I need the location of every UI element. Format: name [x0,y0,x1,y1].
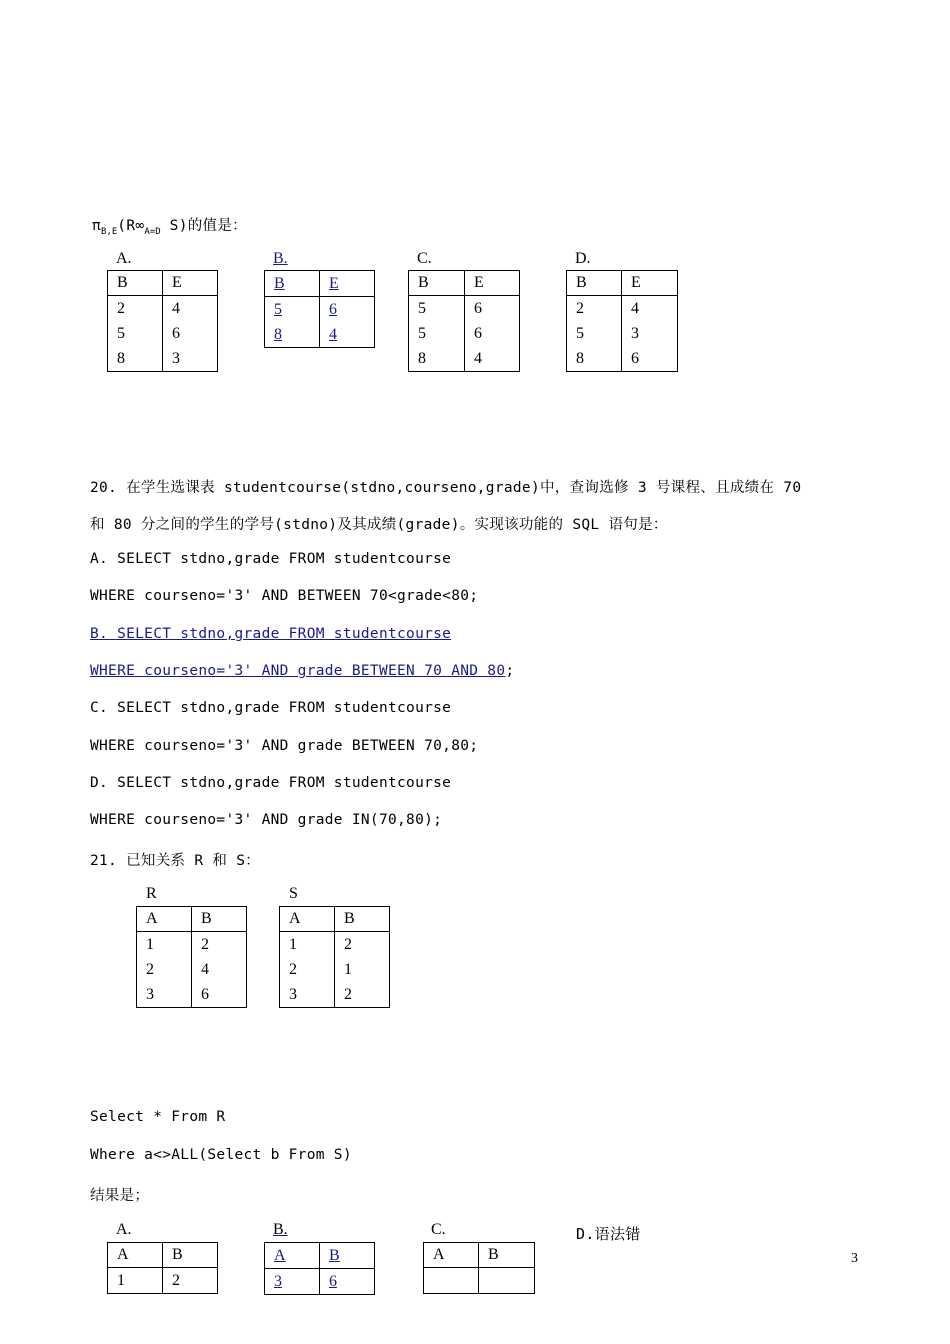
q21-answer-b-label [273,1221,288,1239]
q19-option-b-table [264,270,375,348]
cell: 2 [289,961,297,978]
col-header: A [137,907,192,932]
q21-answer-c-label: C. [431,1221,446,1238]
q19-expression [92,214,247,237]
q21-sql-line-2: Where a<>ALL(Select b From S) [90,1147,352,1163]
col-header: B [335,907,390,932]
cell: 3 [146,986,154,1003]
q19-expr-end: S)的值是： [160,218,247,234]
cell [163,1268,218,1294]
cell: 6 [172,325,180,342]
q20-option-b-line-2 [90,663,514,679]
q19-option-a-label: A. [116,250,132,267]
q20-line-2: 和 80 分之间的学生的学号(stdno)及其成绩(grade)。实现该功能的 SQL 语句是： [90,517,668,533]
col-values [465,296,520,372]
q19-option-d-label: D. [575,250,591,267]
cell: 6 [329,1273,337,1290]
col-values [108,296,163,372]
col-header: B [163,1243,218,1268]
cell [265,1269,320,1295]
cell: A [274,1247,286,1264]
col-header: E [465,271,520,296]
col-values [567,296,622,372]
cell [479,1268,535,1294]
cell [320,1269,375,1295]
q21-answer-a-label: A. [116,1221,132,1238]
cell: E [329,275,339,292]
q19-expr-mid: (R∞ [117,218,145,234]
cell: 3 [274,1273,282,1290]
q19-option-b-label[interactable]: B. [273,250,288,267]
col-header [265,271,320,297]
q21-r-table [136,906,247,1008]
q20-option-a-line-1: A. SELECT stdno,grade FROM studentcourse [90,551,452,567]
q19-expr-pi: π [92,218,102,234]
q19-option-d-table [566,270,678,372]
cell [488,1268,534,1293]
q21-s-label: S [289,885,298,902]
q19-expr-sub1: B,E [101,227,118,237]
cell: 5 [117,325,125,342]
q21-sql-line-1: Select * From R [90,1109,226,1125]
cell: 5 [576,325,584,342]
q21-answer-b-label-text[interactable]: B. [273,1221,288,1238]
col-values [622,296,678,372]
cell: 6 [474,300,482,317]
q19-expr-sub2: A=D [144,227,161,237]
col-header: B [192,907,247,932]
cell: B [274,275,285,292]
col-values [409,296,465,372]
cell: 2 [172,1272,180,1289]
cell: 4 [631,300,639,317]
cell: 1 [344,961,352,978]
q20-option-a-line-2: WHERE courseno='3' AND BETWEEN 70<grade<80; [90,588,479,604]
cell: 6 [201,986,209,1003]
page-number: 3 [851,1251,858,1266]
col-values [192,932,247,1008]
cell: 2 [344,936,352,953]
q20-option-b-line-1[interactable]: B. SELECT stdno,grade FROM studentcourse [90,626,452,642]
q20-option-d-line-1: D. SELECT stdno,grade FROM studentcourse [90,775,452,791]
col-header: B [108,271,163,296]
col-header: A [108,1243,163,1268]
q21-result-label: 结果是； [90,1188,150,1204]
cell: 4 [172,300,180,317]
col-header: A [424,1243,479,1268]
cell: 8 [576,350,584,367]
cell: 8 [418,350,426,367]
col-header: E [622,271,678,296]
cell: 1 [117,1272,125,1289]
col-values [335,932,390,1008]
cell: 6 [474,325,482,342]
cell [433,1268,478,1293]
q20-option-c-line-2: WHERE courseno='3' AND grade BETWEEN 70,80; [90,738,479,754]
q19-option-c-label: C. [417,250,432,267]
cell: 3 [289,986,297,1003]
cell: 4 [201,961,209,978]
q20-option-b-line-2-tail: ; [505,663,515,679]
q21-answer-d-label: D.语法错 [576,1225,641,1243]
q21-answer-a-table [107,1242,218,1294]
col-header [320,1243,375,1269]
cell: 6 [631,350,639,367]
q21-answer-c-table [423,1242,535,1294]
col-values [163,296,218,372]
cell: 5 [274,301,282,318]
cell: 4 [474,350,482,367]
cell: 2 [576,300,584,317]
col-header [320,271,375,297]
cell: 4 [329,326,337,343]
q19-option-c-table [408,270,520,372]
q21-r-label: R [146,885,157,902]
cell: 8 [117,350,125,367]
cell: 2 [146,961,154,978]
cell: 2 [117,300,125,317]
cell: 2 [201,936,209,953]
cell: 1 [289,936,297,953]
col-header: B [567,271,622,296]
col-values [265,297,320,348]
col-values [280,932,335,1008]
cell: 3 [172,350,180,367]
col-header: B [409,271,465,296]
cell: 6 [329,301,337,318]
q20-option-b-line-2-link[interactable]: WHERE courseno='3' AND grade BETWEEN 70 AND 80 [90,663,506,679]
cell [108,1268,163,1294]
col-header: A [280,907,335,932]
q21-s-table [279,906,390,1008]
col-header: B [479,1243,535,1268]
q19-option-a-table [107,270,218,372]
col-values [320,297,375,348]
cell: 8 [274,326,282,343]
cell: 5 [418,300,426,317]
col-header [265,1243,320,1269]
cell: 3 [631,325,639,342]
cell: 1 [146,936,154,953]
col-values [137,932,192,1008]
cell: B [329,1247,340,1264]
q20-line-1: 20. 在学生选课表 studentcourse(stdno,courseno,grade)中，查询选修 3 号课程、且成绩在 70 [90,480,802,496]
col-header: E [163,271,218,296]
cell [424,1268,479,1294]
q20-option-d-line-2: WHERE courseno='3' AND grade IN(70,80); [90,812,443,828]
cell: 5 [418,325,426,342]
cell: 2 [344,986,352,1003]
q21-intro: 21. 已知关系 R 和 S： [90,853,261,869]
q21-answer-b-table [264,1242,375,1295]
q20-option-c-line-1: C. SELECT stdno,grade FROM studentcourse [90,700,452,716]
